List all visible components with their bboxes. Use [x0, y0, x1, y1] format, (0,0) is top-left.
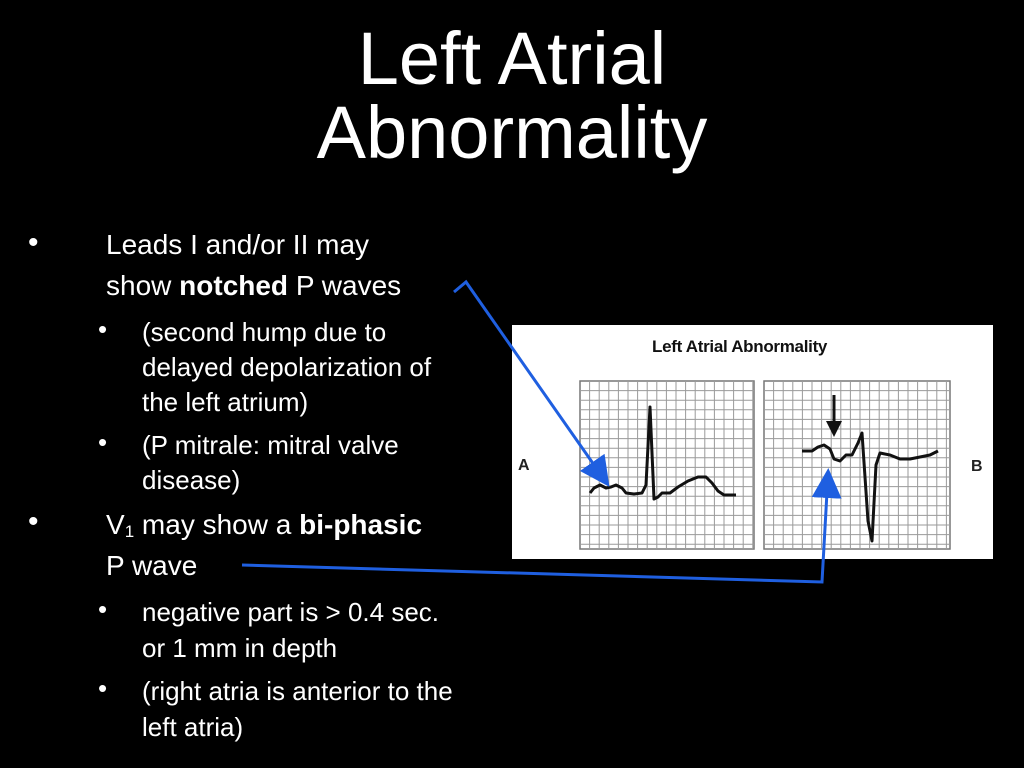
sub-bullet-1-1-line3: the left atrium) [142, 387, 309, 417]
bullet-1-text-end: P waves [288, 270, 402, 301]
bullet-2-subscript: 1 [124, 522, 135, 541]
figure-label-b: B [971, 458, 983, 475]
sub-bullet-1-1-line2: delayed depolarization of [142, 352, 432, 382]
bullet-2-bold: bi-phasic [299, 509, 423, 540]
sub-bullet-marker: • [98, 314, 108, 344]
bullet-1-line1: Leads I and/or II may [106, 229, 370, 260]
bullet-1-text: show [106, 270, 180, 301]
sub-bullet-1-2-line1: (P mitrale: mitral valve [142, 430, 399, 460]
figure-title: Left Atrial Abnormality [652, 337, 828, 356]
bullet-marker: • [28, 505, 39, 538]
sub-bullet-1-1-line1: (second hump due to [142, 317, 387, 347]
bullet-2-line2: P wave [106, 550, 198, 581]
slide-title-line2: Abnormality [316, 91, 708, 174]
slide-title-line1: Left Atrial [357, 17, 667, 100]
callout-arrow-notched [454, 282, 606, 482]
bullet-2-v: V [106, 509, 125, 540]
bullet-marker: • [28, 226, 39, 259]
sub-bullet-marker: • [98, 673, 108, 703]
sub-bullet-1-2-line2: disease) [142, 465, 241, 495]
sub-bullet-2-2-line2: left atria) [142, 712, 244, 742]
sub-bullet-2-1-line2: or 1 mm in depth [142, 633, 338, 663]
bullet-2-text: may show a [134, 509, 300, 540]
figure-label-a: A [518, 457, 530, 474]
sub-bullet-2-2-line1: (right atria is anterior to the [142, 676, 453, 706]
sub-bullet-2-1-line1: negative part is > 0.4 sec. [142, 597, 440, 627]
callout-arrow-biphasic [242, 474, 828, 582]
sub-bullet-marker: • [98, 594, 108, 624]
sub-bullet-marker: • [98, 427, 108, 457]
bullet-1-bold: notched [179, 270, 289, 301]
